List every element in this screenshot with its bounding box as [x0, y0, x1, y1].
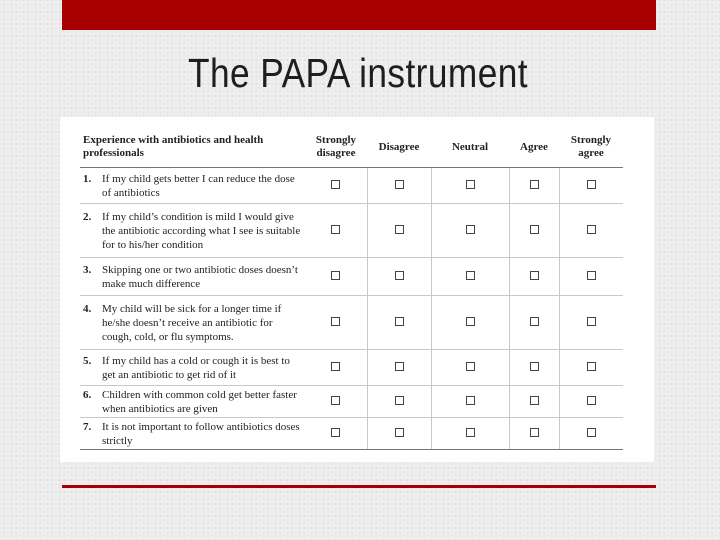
checkbox-neutral[interactable] — [466, 428, 475, 437]
answer-cell-strongly-disagree — [305, 418, 367, 450]
header-option-strongly-disagree: Strongly disagree — [305, 127, 367, 168]
checkbox-strongly-disagree[interactable] — [331, 317, 340, 326]
header-option-strongly-agree: Strongly agree — [559, 127, 623, 168]
table-row — [80, 386, 623, 418]
checkbox-agree[interactable] — [530, 362, 539, 371]
answer-cell-disagree — [367, 258, 431, 296]
answer-cell-agree — [509, 418, 559, 450]
answer-cell-disagree — [367, 386, 431, 418]
table-row — [80, 296, 623, 350]
answer-cell-neutral — [431, 418, 509, 450]
question-text: My child will be sick for a longer time if he/she doesn’t receive an antibiotic for cough, cold, or flu symptoms. — [102, 302, 282, 343]
answer-cell-strongly-agree — [559, 258, 623, 296]
answer-cell-disagree — [367, 350, 431, 386]
question-cell — [80, 350, 305, 386]
checkbox-strongly-agree[interactable] — [587, 362, 596, 371]
header-option-agree: Agree — [509, 127, 559, 168]
answer-cell-neutral — [431, 204, 509, 258]
question-text: If my child’s condition is mild I would give the antibiotic according what I see is suitable for to his/her condition — [102, 210, 301, 251]
survey-table — [80, 127, 623, 450]
checkbox-strongly-agree[interactable] — [587, 180, 596, 189]
survey-rows — [80, 168, 623, 450]
answer-cell-agree — [509, 204, 559, 258]
answer-cell-strongly-agree — [559, 350, 623, 386]
checkbox-agree[interactable] — [530, 428, 539, 437]
checkbox-neutral[interactable] — [466, 271, 475, 280]
checkbox-agree[interactable] — [530, 180, 539, 189]
answer-cell-agree — [509, 258, 559, 296]
answer-cell-neutral — [431, 386, 509, 418]
answer-cell-neutral — [431, 296, 509, 350]
answer-cell-strongly-disagree — [305, 350, 367, 386]
question-text: Children with common cold get better faster when antibiotics are given — [102, 388, 297, 415]
question-cell — [80, 168, 305, 204]
survey-image-panel — [60, 117, 654, 462]
question-number: 7. — [83, 420, 92, 433]
checkbox-strongly-disagree[interactable] — [331, 362, 340, 371]
question-cell — [80, 386, 305, 418]
answer-cell-strongly-disagree — [305, 168, 367, 204]
question-cell — [80, 296, 305, 350]
checkbox-strongly-agree[interactable] — [587, 317, 596, 326]
answer-cell-strongly-disagree — [305, 204, 367, 258]
checkbox-disagree[interactable] — [395, 180, 404, 189]
answer-cell-strongly-agree — [559, 386, 623, 418]
answer-cell-neutral — [431, 258, 509, 296]
header-question: Experience with antibiotics and health professionals — [80, 127, 305, 168]
answer-cell-strongly-disagree — [305, 386, 367, 418]
bottom-accent-line — [62, 485, 656, 488]
checkbox-neutral[interactable] — [466, 317, 475, 326]
question-cell — [80, 204, 305, 258]
answer-cell-strongly-disagree — [305, 258, 367, 296]
checkbox-strongly-agree[interactable] — [587, 396, 596, 405]
table-row — [80, 418, 623, 450]
answer-cell-strongly-agree — [559, 168, 623, 204]
checkbox-disagree[interactable] — [395, 428, 404, 437]
answer-cell-disagree — [367, 204, 431, 258]
question-cell — [80, 258, 305, 296]
answer-cell-neutral — [431, 350, 509, 386]
checkbox-strongly-disagree[interactable] — [331, 180, 340, 189]
table-row — [80, 168, 623, 204]
question-text: Skipping one or two antibiotic doses doesn’t make much difference — [102, 263, 298, 290]
table-row — [80, 204, 623, 258]
answer-cell-strongly-agree — [559, 418, 623, 450]
header-option-neutral: Neutral — [431, 127, 509, 168]
answer-cell-strongly-disagree — [305, 296, 367, 350]
checkbox-neutral[interactable] — [466, 225, 475, 234]
question-number: 5. — [83, 354, 92, 367]
answer-cell-disagree — [367, 418, 431, 450]
question-number: 6. — [83, 388, 92, 401]
question-text: It is not important to follow antibiotics doses strictly — [102, 420, 300, 447]
checkbox-agree[interactable] — [530, 271, 539, 280]
checkbox-agree[interactable] — [530, 396, 539, 405]
table-row — [80, 258, 623, 296]
slide-title: The PAPA instrument — [187, 50, 529, 96]
header-option-disagree: Disagree — [367, 127, 431, 168]
checkbox-agree[interactable] — [530, 317, 539, 326]
checkbox-disagree[interactable] — [395, 362, 404, 371]
question-number: 4. — [83, 302, 92, 315]
answer-cell-strongly-agree — [559, 296, 623, 350]
question-text: If my child has a cold or cough it is best to get an antibiotic to get rid of it — [102, 354, 290, 381]
answer-cell-disagree — [367, 168, 431, 204]
question-number: 2. — [83, 210, 92, 223]
question-text: If my child gets better I can reduce the dose of antibiotics — [102, 172, 295, 199]
checkbox-strongly-disagree[interactable] — [331, 428, 340, 437]
checkbox-neutral[interactable] — [466, 362, 475, 371]
answer-cell-agree — [509, 168, 559, 204]
checkbox-strongly-disagree[interactable] — [331, 396, 340, 405]
checkbox-neutral[interactable] — [466, 180, 475, 189]
question-number: 1. — [83, 172, 92, 185]
answer-cell-strongly-agree — [559, 204, 623, 258]
checkbox-strongly-disagree[interactable] — [331, 225, 340, 234]
checkbox-disagree[interactable] — [395, 225, 404, 234]
checkbox-strongly-agree[interactable] — [587, 225, 596, 234]
checkbox-disagree[interactable] — [395, 317, 404, 326]
question-cell — [80, 418, 305, 450]
checkbox-neutral[interactable] — [466, 396, 475, 405]
checkbox-strongly-disagree[interactable] — [331, 271, 340, 280]
table-row — [80, 350, 623, 386]
checkbox-disagree[interactable] — [395, 396, 404, 405]
answer-cell-agree — [509, 296, 559, 350]
answer-cell-neutral — [431, 168, 509, 204]
checkbox-strongly-agree[interactable] — [587, 271, 596, 280]
checkbox-strongly-agree[interactable] — [587, 428, 596, 437]
answer-cell-disagree — [367, 296, 431, 350]
top-accent-bar — [62, 0, 656, 30]
question-number: 3. — [83, 263, 92, 276]
answer-cell-agree — [509, 386, 559, 418]
answer-cell-agree — [509, 350, 559, 386]
checkbox-agree[interactable] — [530, 225, 539, 234]
table-header-row — [80, 127, 623, 168]
checkbox-disagree[interactable] — [395, 271, 404, 280]
